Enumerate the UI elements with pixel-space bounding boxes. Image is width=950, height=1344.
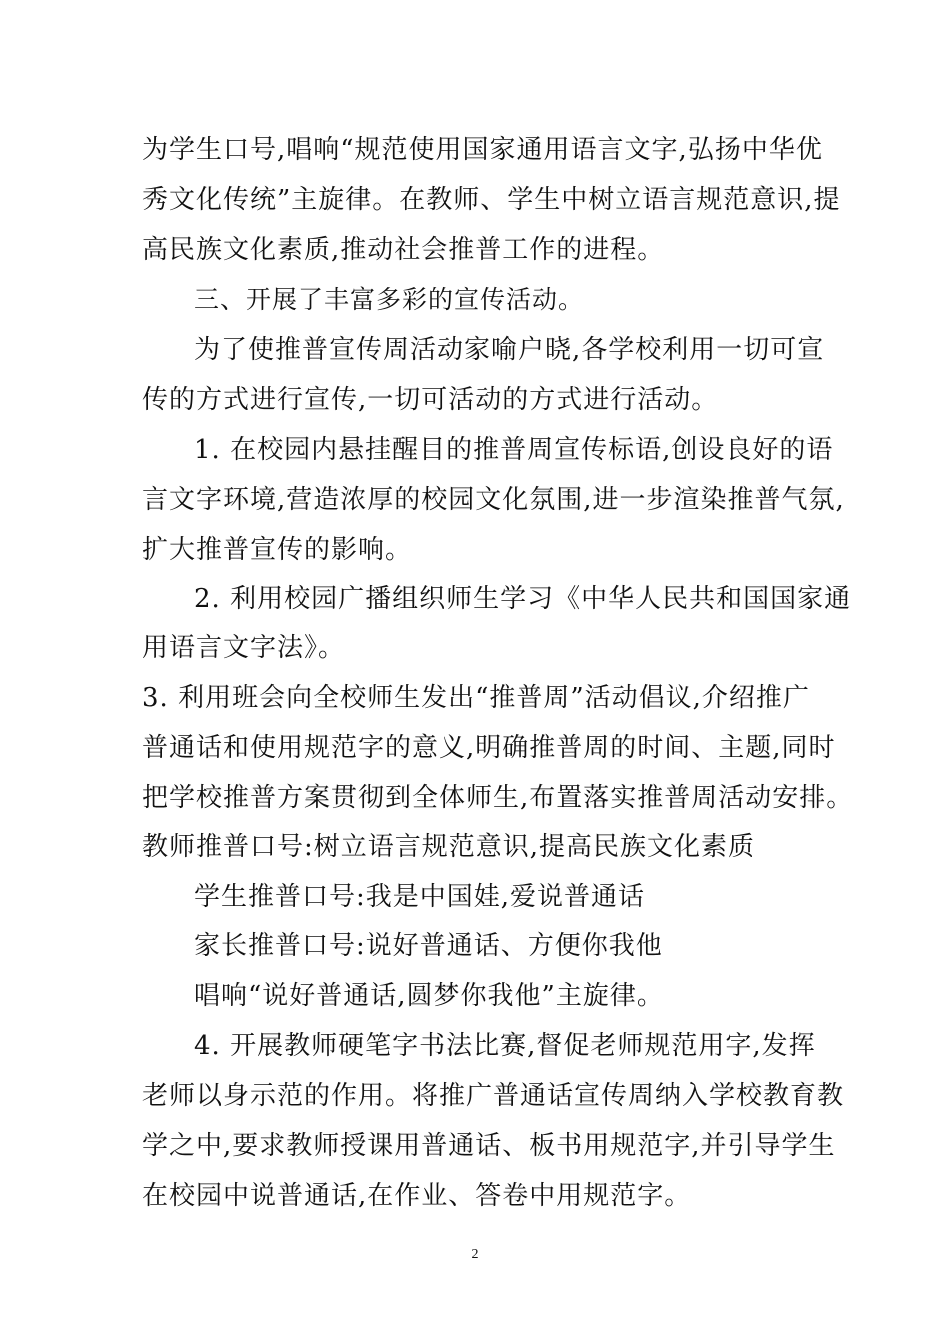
- body-line: 为了使推普宣传周活动家喻户晓,各学校利用一切可宣: [194, 335, 825, 365]
- body-line: 秀文化传统”主旋律。在教师、学生中树立语言规范意识,提: [142, 185, 841, 215]
- section-heading: 三、开展了丰富多彩的宣传活动。: [194, 285, 585, 314]
- body-line: 为学生口号,唱响“规范使用国家通用语言文字,弘扬中华优: [142, 135, 823, 165]
- body-line: 在校园中说普通话,在作业、答卷中用规范字。: [142, 1181, 692, 1211]
- list-item-4: 4. 开展教师硬笔字书法比赛,督促老师规范用字,发挥: [194, 1031, 816, 1061]
- list-item-2: 2. 利用校园广播组织师生学习《中华人民共和国国家通: [194, 584, 852, 614]
- body-line: 学之中,要求教师授课用普通话、板书用规范字,并引导学生: [142, 1131, 836, 1161]
- body-line: 言文字环境,营造浓厚的校园文化氛围,进一步渲染推普气氛,: [142, 485, 845, 515]
- body-line: 普通话和使用规范字的意义,明确推普周的时间、主题,同时: [142, 733, 836, 763]
- body-line: 高民族文化素质,推动社会推普工作的进程。: [142, 235, 665, 265]
- student-slogan: 学生推普口号:我是中国娃,爱说普通话: [194, 882, 646, 912]
- body-line: 扩大推普宣传的影响。: [142, 535, 413, 565]
- body-line: 用语言文字法》。: [142, 633, 346, 663]
- parent-slogan: 家长推普口号:说好普通话、方便你我他: [194, 931, 663, 961]
- theme-line: 唱响“说好普通话,圆梦你我他”主旋律。: [194, 981, 664, 1011]
- teacher-slogan: 教师推普口号:树立语言规范意识,提高民族文化素质: [142, 832, 756, 862]
- body-line: 把学校推普方案贯彻到全体师生,布置落实推普周活动安排。: [142, 783, 854, 813]
- list-item-1: 1. 在校园内悬挂醒目的推普周宣传标语,创设良好的语: [194, 435, 834, 465]
- body-line: 老师以身示范的作用。将推广普通话宣传周纳入学校教育教: [142, 1081, 845, 1111]
- body-line: 传的方式进行宣传,一切可活动的方式进行活动。: [142, 385, 719, 415]
- list-item-3: 3. 利用班会向全校师生发出“推普周”活动倡议,介绍推广: [142, 683, 810, 713]
- page-number: 2: [471, 1247, 479, 1262]
